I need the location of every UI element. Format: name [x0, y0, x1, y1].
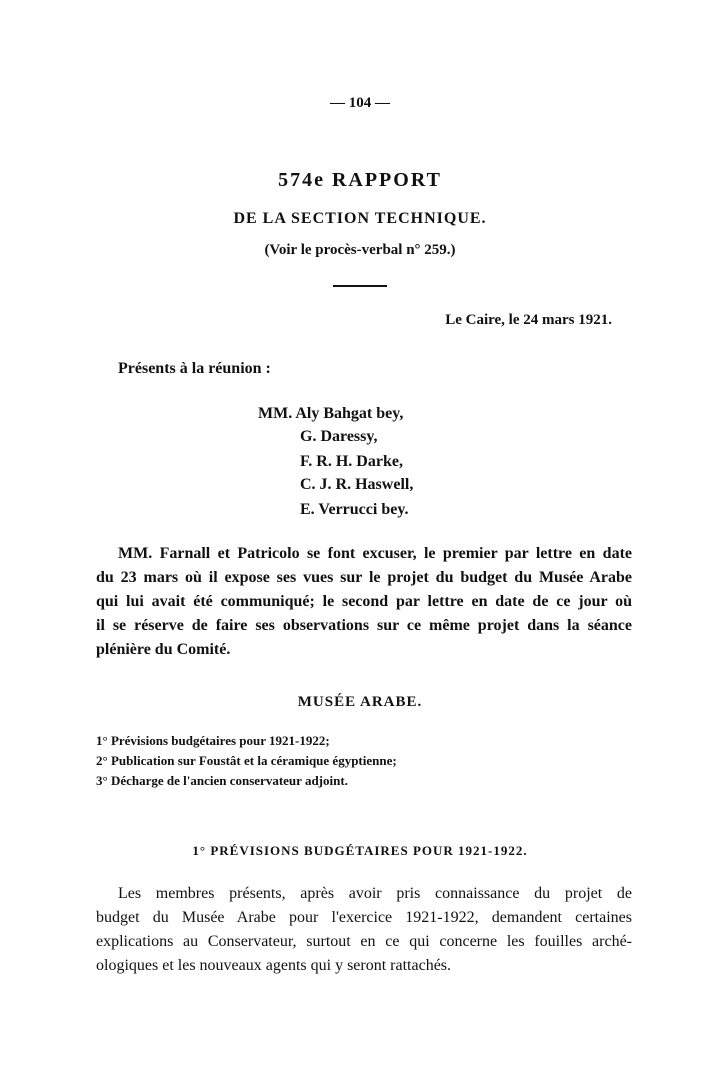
- member-name: E. Verrucci bey.: [300, 501, 409, 518]
- present-label: Présents à la réunion :: [118, 360, 271, 377]
- agenda-item: 1° Prévisions budgétaires pour 1921-1922;: [96, 733, 330, 748]
- member-name: F. R. H. Darke,: [300, 453, 403, 470]
- paragraph-line: il se réserve de faire ses observations sur ce même projet dans la séance: [96, 617, 632, 634]
- report-subtitle: DE LA SECTION TECHNIQUE.: [233, 210, 487, 227]
- paragraph-line: du 23 mars où il expose ses vues sur le projet du budget du Musée Arabe: [96, 569, 632, 586]
- member-name: G. Daressy,: [300, 428, 378, 445]
- paragraph-line: MM. Farnall et Patricolo se font excuser, le premier par lettre en date: [118, 545, 632, 562]
- member-name: MM. Aly Bahgat bey,: [258, 405, 404, 422]
- paragraph-line: Les membres présents, après avoir pris connaissance du projet de: [118, 885, 632, 902]
- report-reference: (Voir le procès-verbal n° 259.): [264, 242, 456, 258]
- paragraph-line: qui lui avait été communiqué; le second par lettre en date de ce jour où: [96, 593, 632, 610]
- page-number: — 104 —: [330, 95, 390, 111]
- separator-rule: [333, 285, 387, 287]
- paragraph-line: plénière du Comité.: [96, 641, 231, 658]
- place-date: Le Caire, le 24 mars 1921.: [445, 312, 612, 328]
- subsection-heading: 1° PRÉVISIONS BUDGÉTAIRES POUR 1921-1922.: [192, 843, 528, 858]
- member-name: C. J. R. Haswell,: [300, 476, 414, 493]
- paragraph-line: budget du Musée Arabe pour l'exercice 1921-1922, demandent certaines: [96, 909, 632, 926]
- paragraph-line: ologiques et les nouveaux agents qui y seront rattachés.: [96, 957, 452, 974]
- section-heading: MUSÉE ARABE.: [297, 694, 423, 710]
- report-title: 574e RAPPORT: [278, 169, 442, 191]
- paragraph-line: explications au Conservateur, surtout en ce qui concerne les fouilles arché-: [96, 933, 632, 950]
- agenda-item: 3° Décharge de l'ancien conservateur adjoint.: [96, 773, 348, 788]
- agenda-item: 2° Publication sur Foustât et la céramique égyptienne;: [96, 753, 397, 768]
